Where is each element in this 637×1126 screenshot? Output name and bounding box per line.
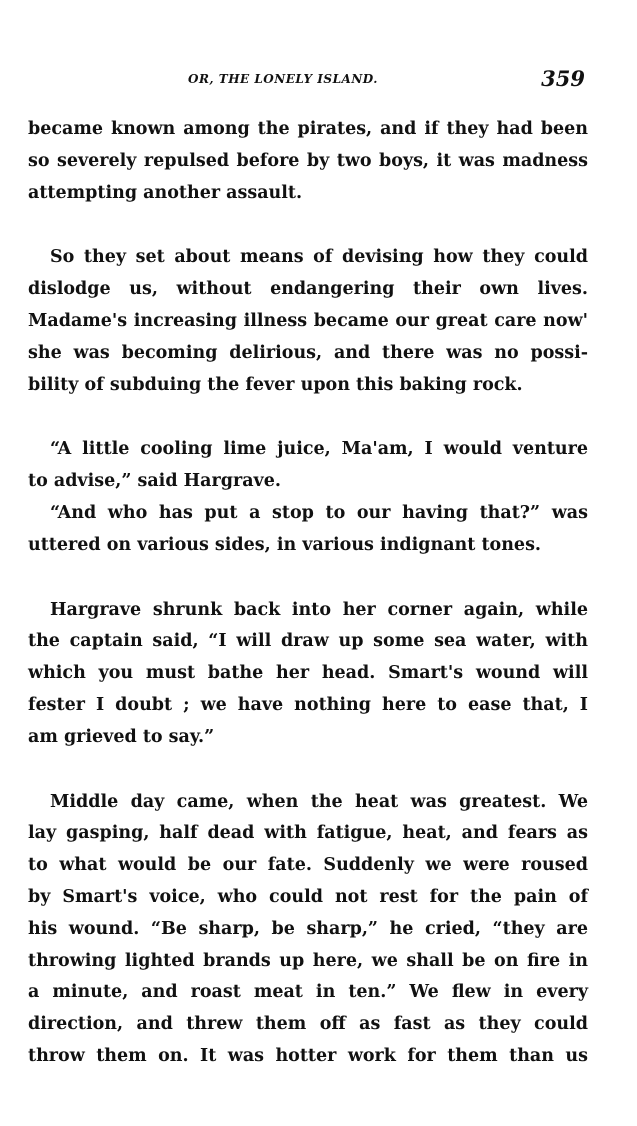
- text-line: lay gasping, half dead with fatigue, heat, and fears as: [28, 823, 588, 844]
- text-line: which you must bathe her head. Smart's wound will: [28, 663, 588, 684]
- running-head: OR, THE LONELY ISLAND.: [188, 72, 378, 86]
- text-line: to advise,” said Hargrave.: [28, 471, 281, 492]
- paragraph-gap: [28, 754, 588, 787]
- text-line: “A little cooling lime juice, Ma'am, I would venture: [50, 439, 588, 460]
- text-line: direction, and threw them off as fast as they could: [28, 1014, 588, 1035]
- paragraph: [28, 114, 588, 209]
- text-line: am grieved to say.”: [28, 726, 215, 747]
- text-line: his wound. “Be sharp, be sharp,” he cried, “they are: [28, 918, 588, 939]
- text-line: bility of subduing the fever upon this baking rock.: [28, 374, 523, 395]
- paragraph-gap: [28, 401, 588, 434]
- text-line: So they set about means of devising how they could: [50, 247, 588, 268]
- text-line: “And who has put a stop to our having that?” was: [50, 502, 588, 523]
- paragraph: [28, 787, 588, 1073]
- text-line: fester I doubt ; we have nothing here to ease that, I: [28, 694, 588, 715]
- text-line: throw them on. It was hotter work for them than us: [28, 1045, 588, 1066]
- text-line: attempting another assault.: [28, 182, 303, 203]
- text-line: dislodge us, without endangering their own lives.: [28, 279, 588, 300]
- paragraph: [28, 595, 588, 754]
- text-line: the captain said, “I will draw up some sea water, with: [28, 631, 588, 652]
- text-line: to what would be our fate. Suddenly we were roused: [28, 855, 588, 876]
- text-line: she was becoming delirious, and there was no possi-: [28, 342, 588, 363]
- paragraph-gap: [28, 209, 588, 242]
- text-line: Hargrave shrunk back into her corner again, while: [50, 599, 588, 620]
- text-line: throwing lighted brands up here, we shall be on fire in: [28, 950, 588, 971]
- paragraph: [28, 434, 588, 561]
- text-line: by Smart's voice, who could not rest for the pain of: [28, 886, 588, 907]
- text-line: Madame's increasing illness became our great care now': [28, 310, 588, 331]
- text-line: so severely repulsed before by two boys, it was madness: [28, 150, 588, 171]
- text-line: a minute, and roast meat in ten.” We flew in every: [28, 982, 588, 1003]
- text-line: Middle day came, when the heat was greatest. We: [50, 791, 588, 812]
- text-line: became known among the pirates, and if they had been: [28, 119, 588, 139]
- paragraph-gap: [28, 562, 588, 595]
- text-line: uttered on various sides, in various indignant tones.: [28, 534, 542, 555]
- body-text: [28, 114, 588, 1073]
- paragraph: [28, 242, 588, 401]
- page-header: [0, 66, 637, 96]
- page-number: 359: [541, 66, 585, 91]
